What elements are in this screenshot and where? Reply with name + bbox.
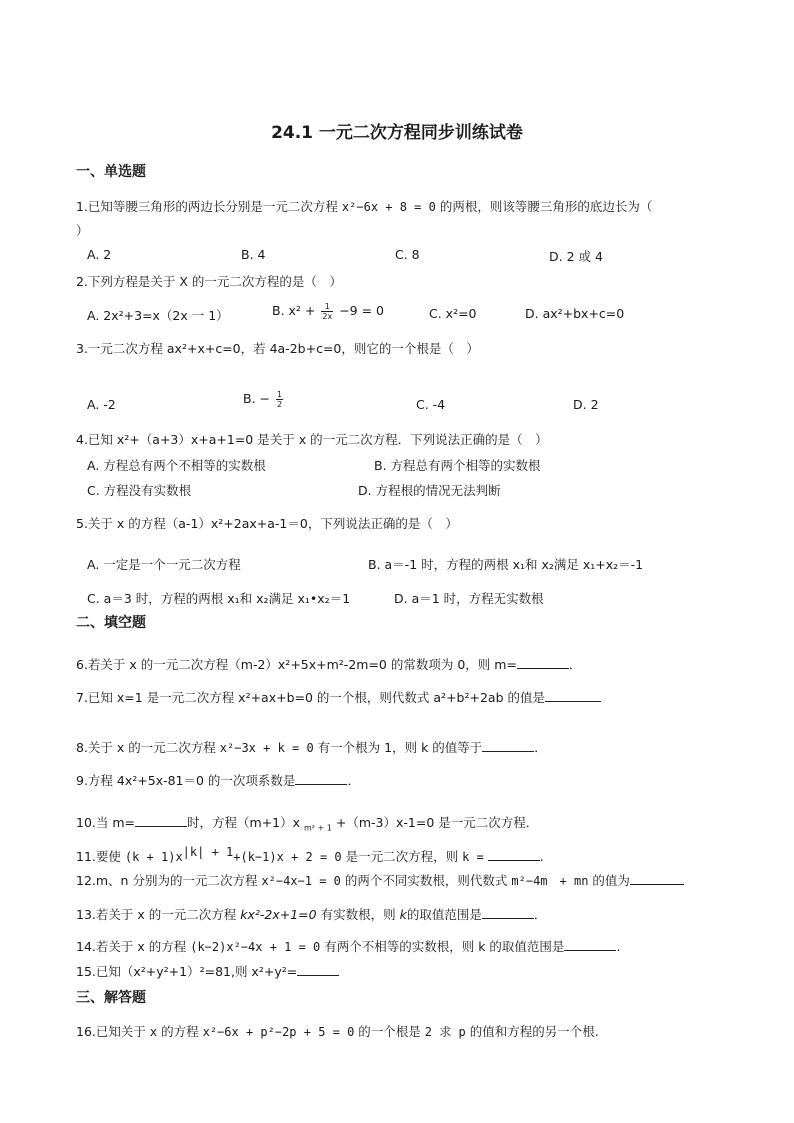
q11-text-b: 是一元二次方程，则 <box>345 849 459 864</box>
q11-exponent: |k| + 1 <box>182 844 234 859</box>
q16-text-e: 的值和方程的另一个根. <box>469 1024 599 1039</box>
q7-text: 7.已知 x=1 是一元二次方程 x²+ax+b=0 的一个根，则代数式 a²+b²+2ab 的值是 <box>76 690 545 705</box>
q11-equation-a: (k + 1)x <box>124 850 183 864</box>
q1-option-c: C. 8 <box>395 247 420 262</box>
q1-equation: x²−6x + 8 = 0 <box>341 200 436 214</box>
q9-answer-blank[interactable] <box>295 772 347 785</box>
q12-answer-blank[interactable] <box>630 872 684 885</box>
question-12 <box>76 871 684 889</box>
q6-period: ． <box>568 657 582 672</box>
q6-text: 6.若关于 x 的一元二次方程（m-2）x²+5x+m²-2m=0 的常数项为 0，则 m= <box>76 657 517 672</box>
q10-text-b: 时，方程（m+1）x <box>187 815 301 830</box>
q11-text-a: 11.要使 <box>76 849 121 864</box>
fraction-denominator: 2x <box>322 312 333 321</box>
q9-text: 9.方程 4x²+5x-81＝0 的一次项系数是 <box>76 773 296 788</box>
q12-expression: m²−4m + mn <box>511 874 589 888</box>
q2-option-b-tail: −9 = 0 <box>339 303 384 318</box>
q1-option-a: A. 2 <box>87 247 112 262</box>
q8-answer-blank[interactable] <box>482 739 534 752</box>
question-11 <box>76 844 544 865</box>
fraction-numerator: 1 <box>276 390 283 399</box>
q3-option-b-fraction <box>276 390 283 409</box>
q14-text-b: 有两个不相等的实数根，则 k 的取值范围是 <box>324 939 565 954</box>
question-7 <box>76 688 601 706</box>
q10-text-c: +（m-3）x-1=0 是一元二次方程． <box>335 815 539 830</box>
q6-answer-blank[interactable] <box>517 656 569 669</box>
q16-text-c: 的一个根是 <box>358 1024 421 1039</box>
q13-answer-blank[interactable] <box>482 906 534 919</box>
q3-option-b-lead: B. − <box>243 391 270 406</box>
q13-text-b: 有实数根，则 <box>320 907 396 922</box>
q8-equation: x²−3x + k = 0 <box>219 741 314 755</box>
q2-option-d: D. ax²+bx+c=0 <box>525 306 625 321</box>
q10-text-a: 10.当 m= <box>76 815 136 830</box>
q5-option-d: D. a＝1 时，方程无实数根 <box>394 591 544 606</box>
q10-answer-blank[interactable] <box>135 814 187 827</box>
question-16 <box>76 1022 599 1040</box>
question-14 <box>76 937 620 955</box>
question-3-stem: 3.一元二次方程 ax²+x+c=0，若 4a-2b+c=0，则它的一个根是（ ） <box>76 341 479 356</box>
section-heading-fill-blank: 二、填空题 <box>76 615 146 631</box>
q12-text-c: 的值为 <box>592 873 630 888</box>
question-5-stem: 5.关于 x 的方程（a-1）x²+2ax+a-1＝0，下列说法正确的是（ ） <box>76 516 458 531</box>
q14-text-a: 14.若关于 x 的方程 <box>76 939 187 954</box>
q14-equation: (k−2)x²−4x + 1 = 0 <box>190 940 321 954</box>
q4-option-c: C. 方程没有实数根 <box>87 483 192 498</box>
section-heading-single-choice: 一、单选题 <box>76 164 146 180</box>
q5-option-a: A. 一定是一个一元二次方程 <box>87 557 241 572</box>
q16-variable: x <box>149 1025 158 1039</box>
q2-option-c: C. x²=0 <box>429 306 477 321</box>
page-title: 24.1 一元二次方程同步训练试卷 <box>271 123 523 143</box>
q13-k: k <box>399 907 407 922</box>
q3-option-c: C. -4 <box>416 397 446 412</box>
question-8 <box>76 738 547 756</box>
question-10 <box>76 813 538 831</box>
q9-period: ． <box>347 773 360 788</box>
question-1-stem <box>76 197 652 215</box>
q16-text-d: 2 求 p <box>424 1025 466 1039</box>
q1-option-b: B. 4 <box>241 247 266 262</box>
q14-answer-blank[interactable] <box>564 938 616 951</box>
q4-option-d: D. 方程根的情况无法判断 <box>358 483 501 498</box>
q4-option-b: B. 方程总有两个相等的实数根 <box>374 458 541 473</box>
q1-text-a: 1.已知等腰三角形的两边长分别是一元二次方程 <box>76 199 338 214</box>
q5-option-b: B. a＝-1 时，方程的两根 x₁和 x₂满足 x₁+x₂＝-1 <box>368 557 644 572</box>
q3-option-b <box>243 390 285 409</box>
q1-option-d: D. 2 或 4 <box>549 249 603 264</box>
q15-text: 15.已知（x²+y²+1）²=81,则 x²+y²= <box>76 964 298 979</box>
q2-option-a: A. 2x²+3=x（2x 一 1） <box>87 308 229 323</box>
question-13 <box>76 905 546 923</box>
q12-text-a: 12.m、n 分别为的一元二次方程 <box>76 873 258 888</box>
q2-option-b <box>272 302 384 321</box>
q15-answer-blank[interactable] <box>297 963 339 976</box>
q8-text-a: 8.关于 x 的一元二次方程 <box>76 740 216 755</box>
q2-option-b-fraction <box>321 302 333 321</box>
section-heading-solve: 三、解答题 <box>76 990 146 1006</box>
q12-text-b: 的两个不同实数根，则代数式 <box>344 873 508 888</box>
question-2-stem: 2.下列方程是关于 X 的一元二次方程的是（ ） <box>76 274 342 289</box>
question-6 <box>76 655 581 673</box>
q1-text-b: 的两根，则该等腰三角形的底边长为（ <box>439 199 653 214</box>
q13-period: ． <box>533 907 547 922</box>
q2-option-b-lead: B. x² + <box>272 303 316 318</box>
q16-text-b: 的方程 <box>161 1024 199 1039</box>
q13-equation: kx²-2x+1=0 <box>240 907 317 922</box>
q13-text-c: 的取值范围是 <box>406 907 482 922</box>
q11-period: . <box>539 849 544 864</box>
fraction-numerator: 1 <box>321 302 333 312</box>
q8-period: ． <box>534 740 547 755</box>
q1-stem-end: ） <box>76 223 89 238</box>
q11-answer-blank[interactable] <box>488 848 540 861</box>
q10-exponent: m² + 1 <box>304 823 332 833</box>
q13-text-a: 13.若关于 x 的一元二次方程 <box>76 907 237 922</box>
q16-text-a: 16.已知关于 <box>76 1024 146 1039</box>
q16-equation: x²−6x + p²−2p + 5 = 0 <box>202 1025 355 1039</box>
q4-option-a: A. 方程总有两个不相等的实数根 <box>87 458 266 473</box>
q3-option-a: A. -2 <box>87 397 116 412</box>
question-4-stem: 4.已知 x²+（a+3）x+a+1=0 是关于 x 的一元二次方程．下列说法正确的是（ ） <box>76 432 548 447</box>
question-15 <box>76 962 339 980</box>
q7-answer-blank[interactable] <box>545 689 601 702</box>
q12-equation: x²−4x−1 = 0 <box>261 874 341 888</box>
q11-k-label: k = <box>462 850 484 864</box>
q5-option-c: C. a＝3 时，方程的两根 x₁和 x₂满足 x₁•x₂＝1 <box>87 591 351 606</box>
q8-text-b: 有一个根为 1，则 k 的值等于 <box>317 740 483 755</box>
q14-period: . <box>616 939 621 954</box>
q11-equation-b: +(k−1)x + 2 = 0 <box>233 850 342 864</box>
fraction-denominator: 2 <box>276 400 283 409</box>
q3-option-d: D. 2 <box>573 397 599 412</box>
question-9 <box>76 771 360 789</box>
